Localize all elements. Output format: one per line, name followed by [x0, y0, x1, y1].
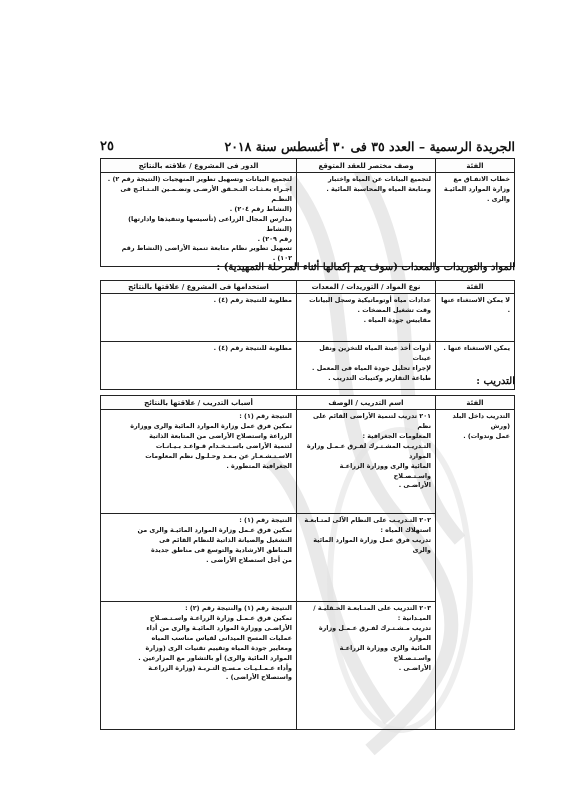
col-header-category: الفئة	[436, 159, 515, 173]
col-header-category: الفئة	[436, 396, 515, 410]
reasons-cell: النتيجة رقم (١) : تمكين فرق عمل وزارة الموارد المائية والرى ووزارة الزراعة واستصلاح الأراضى من المتابعة الذاتية لتنمية الأراضى باسـتـخـدام قـواعـد بـيـانـات الاسـتـشـعـار عن بـعـد وحـلـول نظم المعلومات الجغرافية المتطورة .	[101, 410, 297, 514]
reasons-cell: النتيجة رقم (١) : تمكين فرق عـمل وزارة الموارد المائيـة والرى من التشغيل والصيانة الذاتية للنظام القائم فى المناطق الارشادية والتوسع فى مناطق جديدة من أجل استصلاح الأراضى .	[101, 514, 297, 602]
usage-cell: مطلوبة للنتيجة رقم (٤) .	[101, 294, 297, 342]
col-header-role: الدور فى المشروع / علاقته بالنتائج	[101, 159, 297, 173]
items-cell: أدوات أخذ عينة المياه للتخزين ونقل عينات لإجراء تحليل جودة المياه فى المعمل . طباعة التقارير وكتيبات التدريب .	[297, 342, 436, 390]
training-name-cell: ٢٠١ تدريب لتنمية الأراضى القائم على نظم المعلومات الجغرافية : التـدريـب المشـتـرك لفـرق عـمـل وزارة الموارد المائية والرى ووزارة الزراعـة واسـتـصـلاح الأراضـى .	[297, 410, 436, 514]
page-number: ٢٥	[100, 138, 114, 154]
category-cell: خطاب الاتفـاق مع وزارة الموارد المائيـة والرى .	[436, 173, 515, 267]
materials-section-title: المواد والتوريدات والمعدات (سوف يتم إكمالها أثناء المرحلة التمهيدية) :	[216, 262, 515, 273]
items-cell: عدادات مياه أوتوماتيكية وسجل البيانات وقت تشغيل المضخات . مقاييس جودة المياه .	[297, 294, 436, 342]
category-cell: التدريب داخل البلد (ورش عمل وندوات) .	[436, 410, 515, 730]
page-header	[100, 136, 515, 156]
training-section-title: التدريب :	[476, 376, 515, 387]
table-header-row	[101, 396, 515, 410]
training-name-cell: ٢٠٣ التدريب على المتـابعـة الحـقليـة / الميـدانية : تدريب مـشـتـرك لفـرق عـمـل وزارة الموارد المائية والرى ووزارة الزراعـة واسـتـصـلاح الأراضـى .	[297, 602, 436, 730]
col-header-category: الفئة	[436, 281, 515, 294]
training-name-cell: ٢٠٢ التـدريـب على النظام الآلى لمتـابعـة استهلاك المياه : تدريب فرق عمل وزارة الموارد المائية والرى	[297, 514, 436, 602]
description-cell: لتجميع البيانات عن المياه واختبار ومتابعة المياه والمحاسبة المائية .	[297, 173, 436, 267]
col-header-items: نوع المواد / التوريدات / المعدات	[297, 281, 436, 294]
col-header-description: وصف مختصر للعقد المتوقع	[297, 159, 436, 173]
role-cell: لتجميع البيانات وتسهيل تطوير المنهجيات (النتيجة رقم ٢) . اجـراء بعـثـات التـحـقق الأرضـى وتضـمـين النـتـائـج فى النظـم (النشاط رقم ٢٠٤) . مدارس المجال الزراعى (تأسيسها وتنفيذها وادارتها) (النشاط رقم ٢٠٩) . تسهيل تطوير نظام متابعة تنمية الأراضى (النشاط رقم ١٠٢) .	[101, 173, 297, 267]
col-header-training-name: اسم التدريب / الوصف	[297, 396, 436, 410]
gazette-title: الجريدة الرسمية – العدد ٣٥ فى ٣٠ أغسطس سنة ٢٠١٨	[224, 138, 515, 154]
training-table	[100, 395, 515, 730]
table-row	[101, 294, 515, 342]
category-cell: يمكن الاستغناء عنها .	[436, 342, 515, 390]
table-header-row	[101, 159, 515, 173]
contracts-table	[100, 158, 515, 267]
reasons-cell: النتيجة رقم (١) والنتيجة رقم (٢) : تمكين فرق عـمـل وزارة الزراعـة واسـتـصـلاح الأراضـى ووزارة الموارد المائيـة والرى من أداء عمليات المسح الميدانى لقياس مناسب المياه ومعايير جودة المياه وتقييم تقنيات الرى (وزارة الموارد المائية والرى) أو بالتشاور مع المزارعين . وأداء عـمـلـيـات مـسـح التـربـة (وزارة الزراعـة واستصلاح الأراضى) .	[101, 602, 297, 730]
usage-cell: مطلوبة للنتيجة رقم (٤) .	[101, 342, 297, 390]
col-header-reasons: أسباب التدريب / علاقتها بالنتائج	[101, 396, 297, 410]
category-cell: لا يمكن الاستغناء عنها .	[436, 294, 515, 342]
table-row	[101, 410, 515, 514]
col-header-usage: استخدامها فى المشروع / علاقتها بالنتائج	[101, 281, 297, 294]
table-row	[101, 173, 515, 267]
table-header-row	[101, 281, 515, 294]
materials-table	[100, 280, 515, 390]
